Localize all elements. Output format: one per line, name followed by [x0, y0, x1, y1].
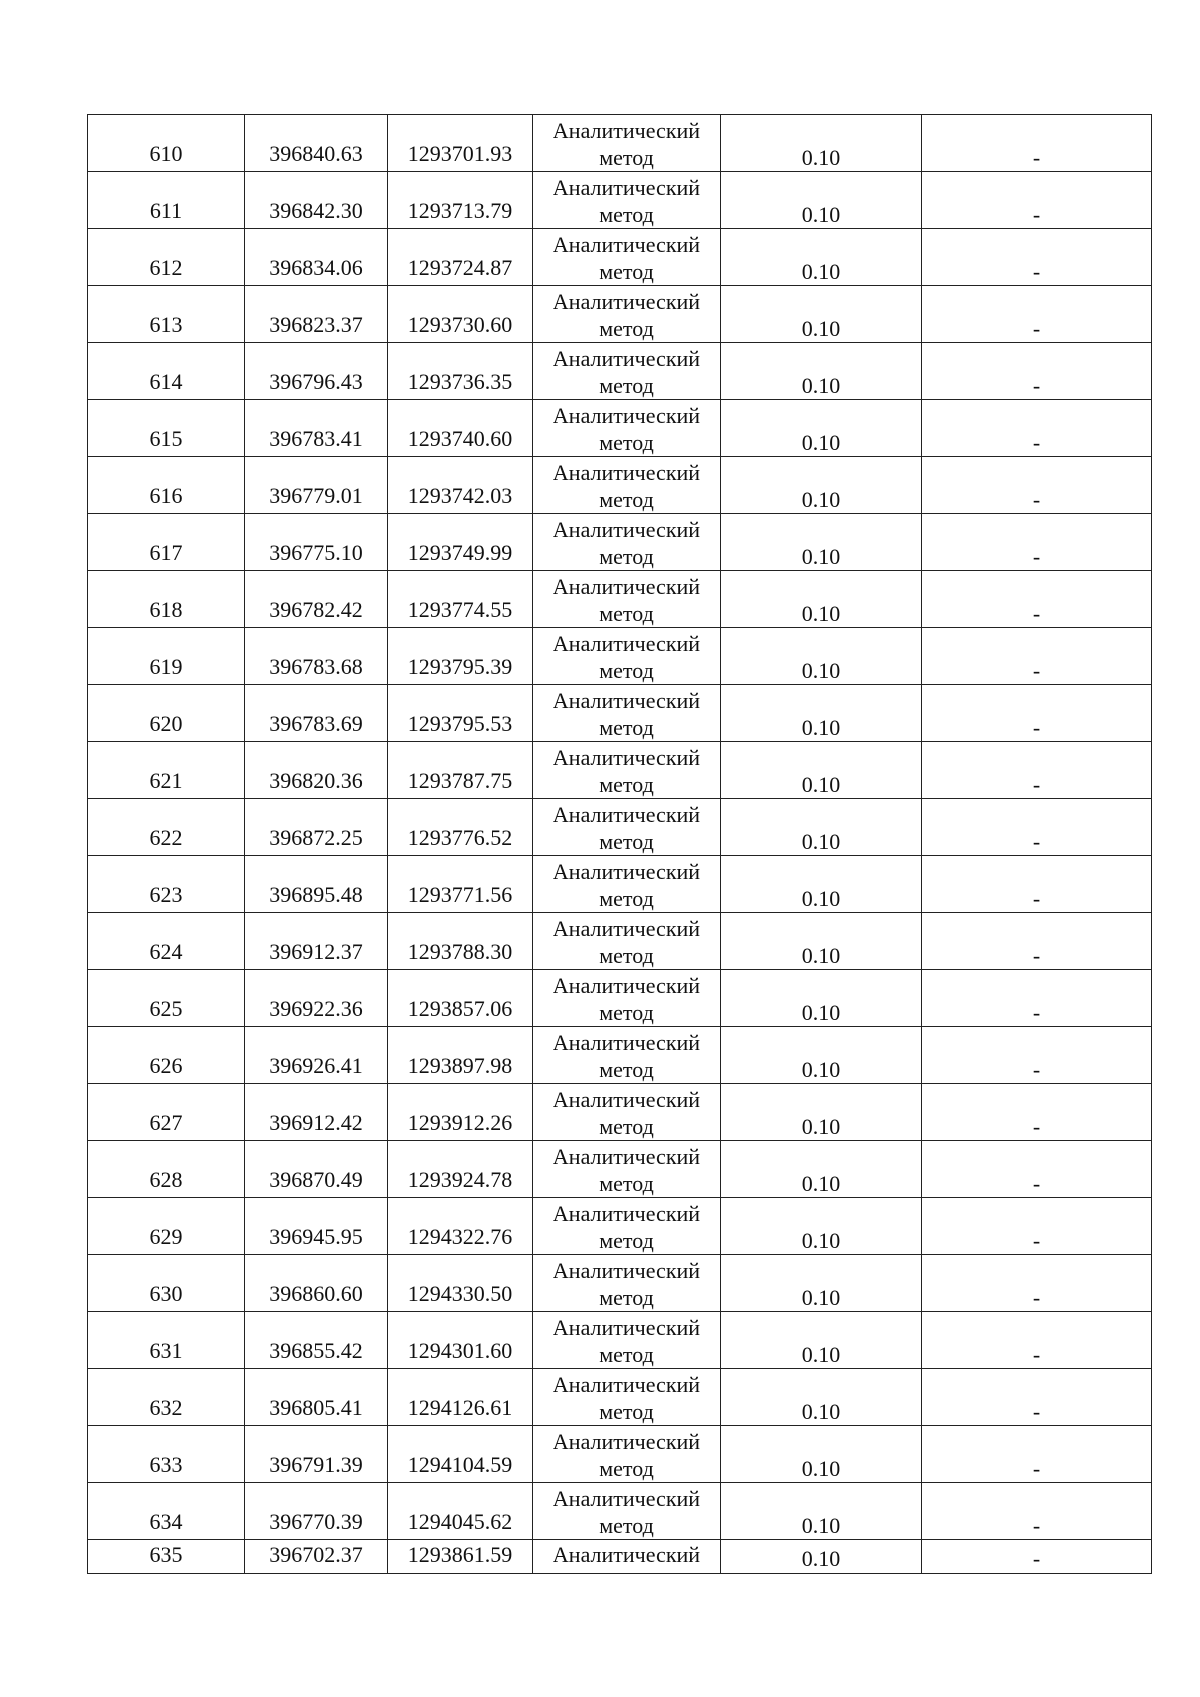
accuracy-value: 0.10 — [721, 115, 922, 172]
note-value: - — [922, 286, 1152, 343]
method-cell — [533, 1312, 721, 1369]
x-coordinate: 396779.01 — [245, 457, 388, 514]
accuracy-value: 0.10 — [721, 799, 922, 856]
method-label-line1: Аналитический — [552, 232, 701, 257]
method-label-line1: Аналитический — [552, 460, 701, 485]
method-cell — [533, 1141, 721, 1198]
method-cell — [533, 970, 721, 1027]
point-number: 626 — [88, 1027, 245, 1084]
method-label-line1: Аналитический — [552, 1144, 701, 1169]
table-row — [88, 1084, 1152, 1141]
method-label-line2: метод — [599, 1057, 654, 1082]
table-body — [88, 115, 1152, 1574]
y-coordinate: 1293749.99 — [388, 514, 533, 571]
method-label-line1: Аналитический — [552, 1258, 701, 1283]
x-coordinate: 396796.43 — [245, 343, 388, 400]
accuracy-value: 0.10 — [721, 1141, 922, 1198]
y-coordinate: 1294301.60 — [388, 1312, 533, 1369]
accuracy-value: 0.10 — [721, 628, 922, 685]
table-row — [88, 115, 1152, 172]
y-coordinate: 1293924.78 — [388, 1141, 533, 1198]
x-coordinate: 396840.63 — [245, 115, 388, 172]
accuracy-value: 0.10 — [721, 1198, 922, 1255]
accuracy-value: 0.10 — [721, 1369, 922, 1426]
method-label-line1: Аналитический — [552, 517, 701, 542]
accuracy-value: 0.10 — [721, 457, 922, 514]
method-label-line2: метод — [599, 1456, 654, 1481]
method-label-line2: метод — [599, 1399, 654, 1424]
point-number: 613 — [88, 286, 245, 343]
method-cell — [533, 1198, 721, 1255]
table-row — [88, 856, 1152, 913]
table-row — [88, 571, 1152, 628]
y-coordinate: 1294126.61 — [388, 1369, 533, 1426]
method-label-line2: метод — [599, 829, 654, 854]
x-coordinate: 396895.48 — [245, 856, 388, 913]
y-coordinate: 1293730.60 — [388, 286, 533, 343]
method-cell — [533, 1483, 721, 1540]
point-number: 630 — [88, 1255, 245, 1312]
point-number: 617 — [88, 514, 245, 571]
note-value: - — [922, 856, 1152, 913]
x-coordinate: 396783.69 — [245, 685, 388, 742]
method-label-line1: Аналитический — [552, 1030, 701, 1055]
accuracy-value: 0.10 — [721, 1312, 922, 1369]
note-value: - — [922, 628, 1152, 685]
table-row — [88, 1483, 1152, 1540]
method-cell — [533, 1540, 721, 1574]
table-row — [88, 1426, 1152, 1483]
y-coordinate: 1293724.87 — [388, 229, 533, 286]
method-label-line2: метод — [599, 1342, 654, 1367]
method-label-line1: Аналитический — [552, 1372, 701, 1397]
point-number: 628 — [88, 1141, 245, 1198]
table-row — [88, 400, 1152, 457]
accuracy-value: 0.10 — [721, 1483, 922, 1540]
accuracy-value: 0.10 — [721, 856, 922, 913]
y-coordinate: 1294104.59 — [388, 1426, 533, 1483]
table-row — [88, 1255, 1152, 1312]
point-number: 633 — [88, 1426, 245, 1483]
method-label-line1: Аналитический — [552, 859, 701, 884]
accuracy-value: 0.10 — [721, 172, 922, 229]
method-cell — [533, 1255, 721, 1312]
x-coordinate: 396823.37 — [245, 286, 388, 343]
method-label-line1: Аналитический — [552, 688, 701, 713]
method-label-line2: метод — [599, 430, 654, 455]
note-value: - — [922, 970, 1152, 1027]
table-row — [88, 514, 1152, 571]
note-value: - — [922, 229, 1152, 286]
note-value: - — [922, 913, 1152, 970]
y-coordinate: 1293861.59 — [388, 1540, 533, 1574]
method-label-line1: Аналитический — [552, 802, 701, 827]
table-row — [88, 742, 1152, 799]
coordinates-table — [87, 114, 1152, 1574]
note-value: - — [922, 1369, 1152, 1426]
method-cell — [533, 229, 721, 286]
note-value: - — [922, 343, 1152, 400]
method-label-line1: Аналитический — [552, 1201, 701, 1226]
method-label-line1: Аналитический — [552, 1087, 701, 1112]
x-coordinate: 396870.49 — [245, 1141, 388, 1198]
y-coordinate: 1293742.03 — [388, 457, 533, 514]
table-row — [88, 286, 1152, 343]
point-number: 625 — [88, 970, 245, 1027]
accuracy-value: 0.10 — [721, 685, 922, 742]
method-cell — [533, 343, 721, 400]
method-cell — [533, 628, 721, 685]
point-number: 635 — [88, 1540, 245, 1574]
method-label-line2: метод — [599, 487, 654, 512]
y-coordinate: 1294322.76 — [388, 1198, 533, 1255]
note-value: - — [922, 1141, 1152, 1198]
y-coordinate: 1293776.52 — [388, 799, 533, 856]
point-number: 631 — [88, 1312, 245, 1369]
note-value: - — [922, 1312, 1152, 1369]
method-label-line1: Аналитический — [552, 973, 701, 998]
y-coordinate: 1293701.93 — [388, 115, 533, 172]
table-row — [88, 1141, 1152, 1198]
accuracy-value: 0.10 — [721, 913, 922, 970]
x-coordinate: 396834.06 — [245, 229, 388, 286]
method-label-line2: метод — [599, 943, 654, 968]
method-label-line2: метод — [599, 1171, 654, 1196]
y-coordinate: 1294045.62 — [388, 1483, 533, 1540]
point-number: 634 — [88, 1483, 245, 1540]
y-coordinate: 1293774.55 — [388, 571, 533, 628]
y-coordinate: 1294330.50 — [388, 1255, 533, 1312]
table-row — [88, 1198, 1152, 1255]
method-cell — [533, 1369, 721, 1426]
note-value: - — [922, 685, 1152, 742]
table-row — [88, 229, 1152, 286]
method-label-line2: метод — [599, 772, 654, 797]
x-coordinate: 396770.39 — [245, 1483, 388, 1540]
note-value: - — [922, 1483, 1152, 1540]
note-value: - — [922, 742, 1152, 799]
method-cell — [533, 685, 721, 742]
accuracy-value: 0.10 — [721, 742, 922, 799]
table-row — [88, 1369, 1152, 1426]
method-cell — [533, 286, 721, 343]
x-coordinate: 396783.68 — [245, 628, 388, 685]
method-label-line1: Аналитический — [552, 118, 701, 143]
y-coordinate: 1293740.60 — [388, 400, 533, 457]
point-number: 621 — [88, 742, 245, 799]
method-label-line1: Аналитический — [552, 631, 701, 656]
accuracy-value: 0.10 — [721, 1027, 922, 1084]
x-coordinate: 396922.36 — [245, 970, 388, 1027]
method-label-line1: Аналитический — [552, 175, 701, 200]
method-label-line1: Аналитический — [552, 1429, 701, 1454]
note-value: - — [922, 1540, 1152, 1574]
note-value: - — [922, 172, 1152, 229]
method-label-line1: Аналитический — [552, 745, 701, 770]
x-coordinate: 396842.30 — [245, 172, 388, 229]
point-number: 615 — [88, 400, 245, 457]
x-coordinate: 396820.36 — [245, 742, 388, 799]
point-number: 629 — [88, 1198, 245, 1255]
x-coordinate: 396775.10 — [245, 514, 388, 571]
method-cell — [533, 571, 721, 628]
x-coordinate: 396926.41 — [245, 1027, 388, 1084]
point-number: 623 — [88, 856, 245, 913]
method-label-line1: Аналитический — [552, 289, 701, 314]
point-number: 618 — [88, 571, 245, 628]
x-coordinate: 396912.37 — [245, 913, 388, 970]
note-value: - — [922, 1198, 1152, 1255]
method-label-line2: метод — [599, 544, 654, 569]
method-label-line2: метод — [599, 145, 654, 170]
note-value: - — [922, 457, 1152, 514]
method-cell — [533, 856, 721, 913]
accuracy-value: 0.10 — [721, 514, 922, 571]
y-coordinate: 1293912.26 — [388, 1084, 533, 1141]
table-row — [88, 1312, 1152, 1369]
x-coordinate: 396855.42 — [245, 1312, 388, 1369]
accuracy-value: 0.10 — [721, 1540, 922, 1574]
method-cell — [533, 115, 721, 172]
method-cell — [533, 742, 721, 799]
point-number: 610 — [88, 115, 245, 172]
point-number: 611 — [88, 172, 245, 229]
method-label-line2: метод — [599, 373, 654, 398]
accuracy-value: 0.10 — [721, 970, 922, 1027]
method-cell — [533, 1084, 721, 1141]
y-coordinate: 1293857.06 — [388, 970, 533, 1027]
x-coordinate: 396805.41 — [245, 1369, 388, 1426]
method-label-line1: Аналитический — [552, 574, 701, 599]
table-row — [88, 343, 1152, 400]
method-label-line1: Аналитический — [552, 1542, 701, 1567]
method-label-line1: Аналитический — [552, 1486, 701, 1511]
note-value: - — [922, 1255, 1152, 1312]
point-number: 612 — [88, 229, 245, 286]
method-label-line2: метод — [599, 658, 654, 683]
accuracy-value: 0.10 — [721, 571, 922, 628]
accuracy-value: 0.10 — [721, 1426, 922, 1483]
method-label-line2: метод — [599, 886, 654, 911]
method-cell — [533, 913, 721, 970]
y-coordinate: 1293788.30 — [388, 913, 533, 970]
note-value: - — [922, 115, 1152, 172]
note-value: - — [922, 1027, 1152, 1084]
point-number: 622 — [88, 799, 245, 856]
table-row — [88, 457, 1152, 514]
table-row — [88, 172, 1152, 229]
point-number: 614 — [88, 343, 245, 400]
method-label-line2: метод — [599, 1513, 654, 1538]
note-value: - — [922, 799, 1152, 856]
method-cell — [533, 172, 721, 229]
table-row — [88, 1027, 1152, 1084]
accuracy-value: 0.10 — [721, 286, 922, 343]
x-coordinate: 396912.42 — [245, 1084, 388, 1141]
table-row — [88, 628, 1152, 685]
point-number: 624 — [88, 913, 245, 970]
y-coordinate: 1293787.75 — [388, 742, 533, 799]
method-label-line2: метод — [599, 601, 654, 626]
y-coordinate: 1293795.39 — [388, 628, 533, 685]
accuracy-value: 0.10 — [721, 1084, 922, 1141]
method-label-line1: Аналитический — [552, 403, 701, 428]
note-value: - — [922, 571, 1152, 628]
method-label-line2: метод — [599, 1285, 654, 1310]
method-label-line2: метод — [599, 259, 654, 284]
method-cell — [533, 400, 721, 457]
method-label-line2: метод — [599, 715, 654, 740]
y-coordinate: 1293795.53 — [388, 685, 533, 742]
note-value: - — [922, 1084, 1152, 1141]
table-row — [88, 799, 1152, 856]
method-cell — [533, 1426, 721, 1483]
method-label-line2: метод — [599, 1228, 654, 1253]
method-label-line1: Аналитический — [552, 1315, 701, 1340]
method-cell — [533, 1027, 721, 1084]
x-coordinate: 396782.42 — [245, 571, 388, 628]
table-row — [88, 1540, 1152, 1574]
y-coordinate: 1293736.35 — [388, 343, 533, 400]
point-number: 627 — [88, 1084, 245, 1141]
method-label-line2: метод — [599, 1000, 654, 1025]
accuracy-value: 0.10 — [721, 343, 922, 400]
table-row — [88, 970, 1152, 1027]
accuracy-value: 0.10 — [721, 1255, 922, 1312]
x-coordinate: 396791.39 — [245, 1426, 388, 1483]
accuracy-value: 0.10 — [721, 229, 922, 286]
note-value: - — [922, 514, 1152, 571]
y-coordinate: 1293713.79 — [388, 172, 533, 229]
x-coordinate: 396783.41 — [245, 400, 388, 457]
method-label-line2: метод — [599, 316, 654, 341]
point-number: 620 — [88, 685, 245, 742]
method-cell — [533, 457, 721, 514]
table-row — [88, 913, 1152, 970]
y-coordinate: 1293897.98 — [388, 1027, 533, 1084]
method-label-line1: Аналитический — [552, 916, 701, 941]
x-coordinate: 396860.60 — [245, 1255, 388, 1312]
method-label-line2: метод — [599, 202, 654, 227]
note-value: - — [922, 1426, 1152, 1483]
point-number: 616 — [88, 457, 245, 514]
y-coordinate: 1293771.56 — [388, 856, 533, 913]
method-label-line2: метод — [599, 1114, 654, 1139]
x-coordinate: 396872.25 — [245, 799, 388, 856]
accuracy-value: 0.10 — [721, 400, 922, 457]
point-number: 619 — [88, 628, 245, 685]
point-number: 632 — [88, 1369, 245, 1426]
method-label-line1: Аналитический — [552, 346, 701, 371]
method-cell — [533, 514, 721, 571]
table-row — [88, 685, 1152, 742]
x-coordinate: 396945.95 — [245, 1198, 388, 1255]
method-cell — [533, 799, 721, 856]
note-value: - — [922, 400, 1152, 457]
x-coordinate: 396702.37 — [245, 1540, 388, 1574]
